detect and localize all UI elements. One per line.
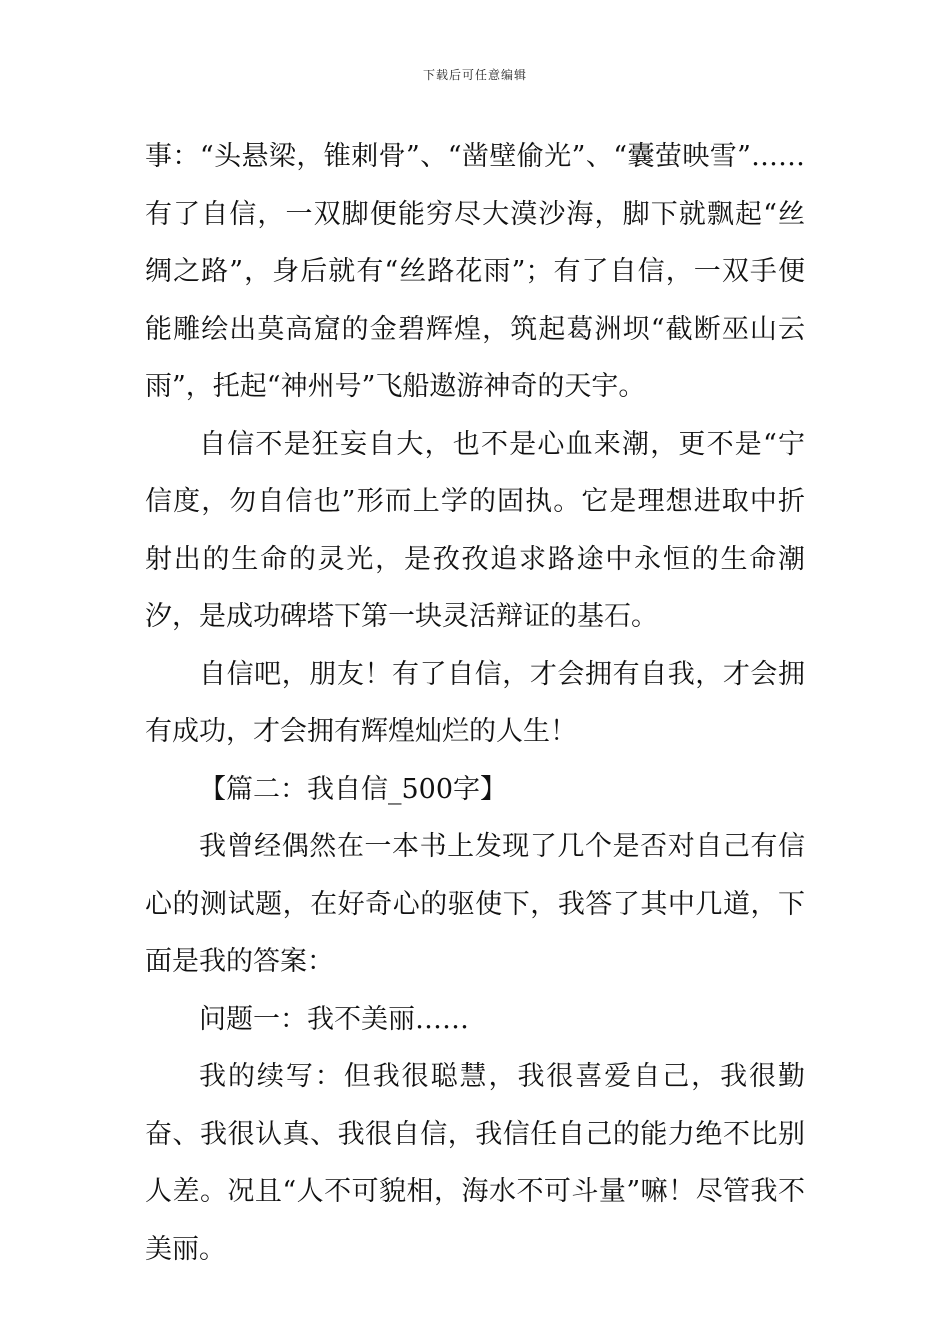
paragraph-question-one: 问题一：我不美丽…… xyxy=(199,1003,469,1035)
paragraph-confidence-definition: 自信不是狂妄自大，也不是心血来潮，更不是“宁信度，勿自信也”形而上学的固执。它是理想进取中折射出的生命的灵光，是孜孜追求路途中永恒的生命潮汐，是成功碑塔下第一块灵活辩证的基石。 xyxy=(145,428,805,632)
paragraph-continuation: 事：“头悬梁，锥刺骨”、“凿壁偷光”、“囊萤映雪”……有了自信，一双脚便能穷尽大漠沙海，脚下就飘起“丝绸之路”，身后就有“丝路花雨”；有了自信，一双手便能雕绘出莫高窟的金碧辉煌，筑起葛洲坝“截断巫山云雨”，托起“神州号”飞船遨游神奇的天宇。 xyxy=(145,141,805,402)
page-header: 下载后可任意编辑 xyxy=(422,68,527,82)
paragraph-my-answer: 我的续写：但我很聪慧，我很喜爱自己，我很勤奋、我很认真、我很自信，我信任自己的能力绝不比别人差。况且“人不可貌相，海水不可斗量”嘛！尽管我不美丽。 xyxy=(145,1061,805,1265)
paragraph-confidence-conclusion: 自信吧，朋友！有了自信，才会拥有自我，才会拥有成功，才会拥有辉煌灿烂的人生！ xyxy=(145,658,805,747)
document-body xyxy=(145,128,805,1278)
section-heading: 【篇二：我自信_500字】 xyxy=(199,773,508,805)
paragraph-test-intro: 我曾经偶然在一本书上发现了几个是否对自己有信心的测试题，在好奇心的驱使下，我答了其中几道，下面是我的答案： xyxy=(145,831,805,977)
